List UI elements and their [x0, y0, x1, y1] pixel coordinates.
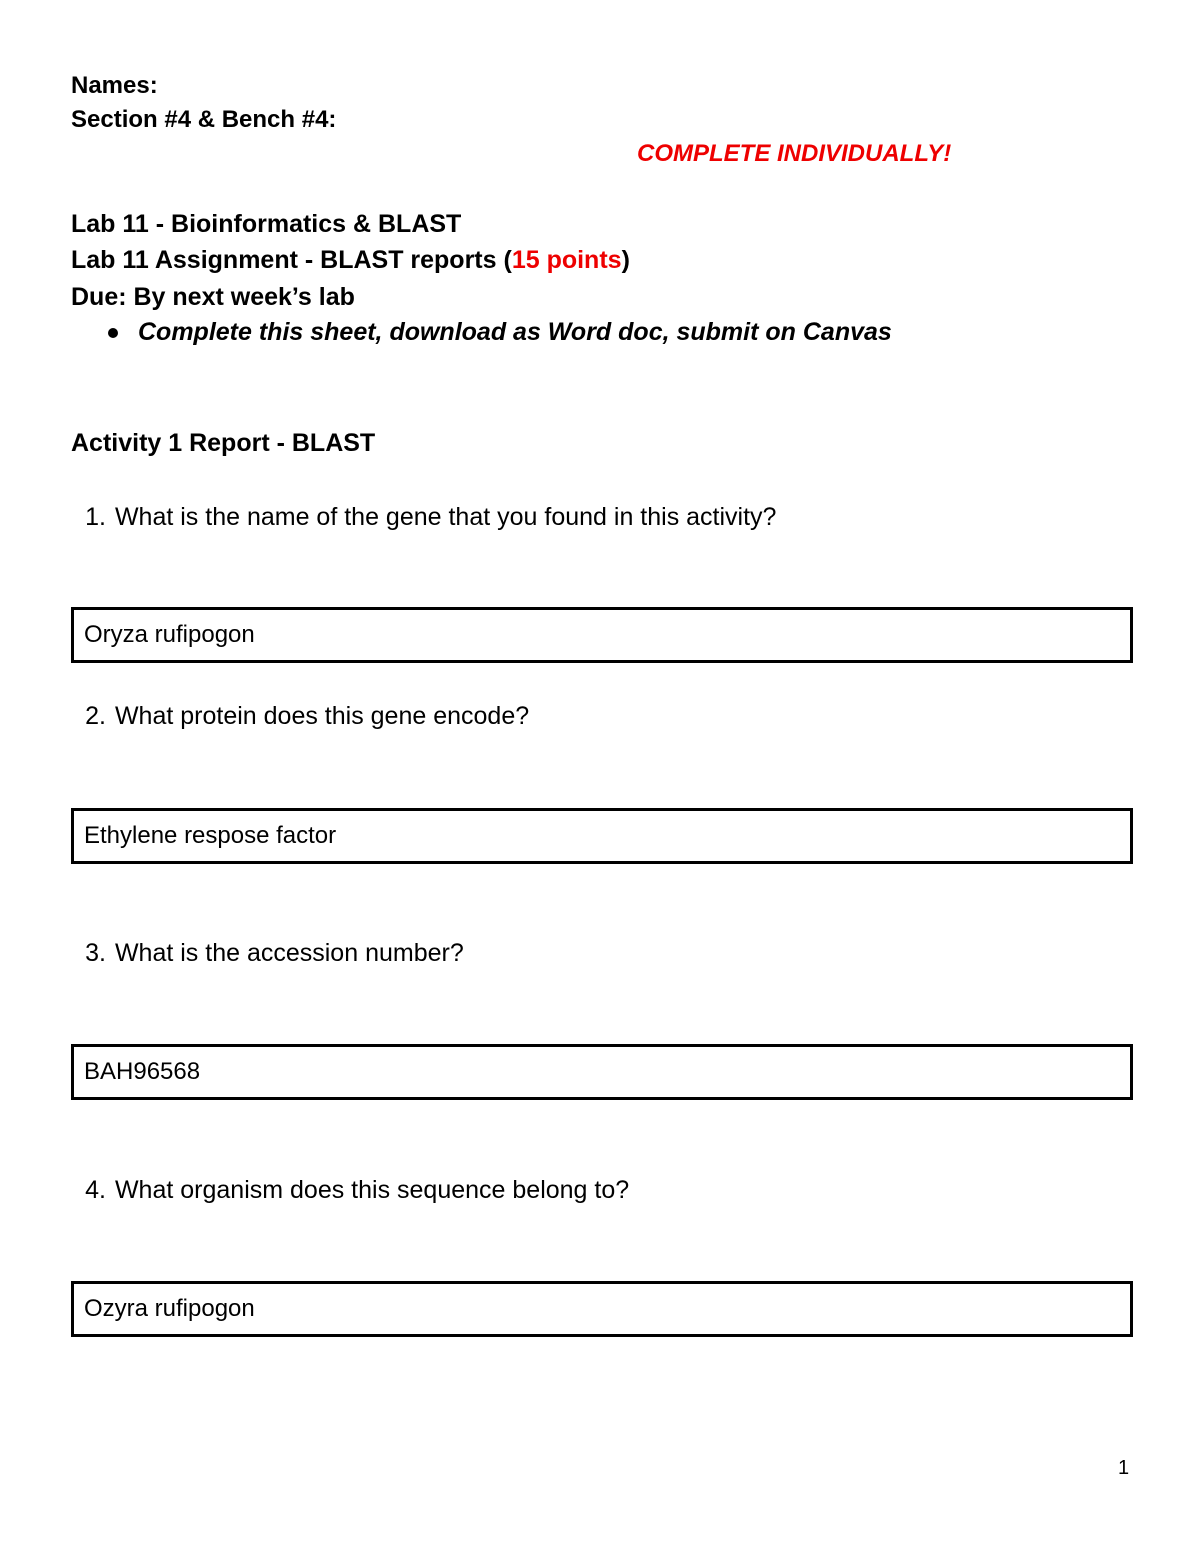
question-number: 4.	[85, 1176, 106, 1204]
complete-individually-note: COMPLETE INDIVIDUALLY!	[637, 140, 952, 167]
names-label: Names:	[71, 72, 158, 99]
question-number: 3.	[85, 939, 106, 967]
question-2	[70, 701, 529, 731]
assignment-prefix: Lab 11 Assignment - BLAST reports (	[71, 246, 512, 274]
question-number: 2.	[85, 702, 106, 730]
section-bench-label: Section #4 & Bench #4:	[71, 106, 337, 133]
activity-heading: Activity 1 Report - BLAST	[71, 429, 376, 457]
answer-box-1[interactable]	[71, 607, 1133, 663]
question-3	[70, 938, 464, 968]
question-number: 1.	[85, 503, 106, 531]
page-number: 1	[1118, 1457, 1130, 1479]
instruction-bullet	[108, 318, 892, 347]
answer-text[interactable]: Ozyra rufipogon	[84, 1295, 255, 1322]
answer-box-4[interactable]	[71, 1281, 1133, 1337]
answer-text[interactable]: Oryza rufipogon	[84, 621, 255, 648]
assignment-points: 15 points	[511, 246, 622, 274]
question-text: What is the accession number?	[114, 939, 464, 967]
question-text: What organism does this sequence belong to?	[114, 1176, 630, 1204]
question-text: What protein does this gene encode?	[114, 702, 530, 730]
question-1	[70, 502, 776, 532]
lab-title: Lab 11 - Bioinformatics & BLAST	[71, 210, 462, 238]
answer-box-3[interactable]	[71, 1044, 1133, 1100]
bullet-icon	[108, 328, 118, 338]
due-date: Due: By next week’s lab	[71, 283, 355, 311]
assignment-suffix: )	[621, 246, 630, 274]
answer-box-2[interactable]	[71, 808, 1133, 864]
assignment-title	[71, 245, 630, 275]
question-4	[70, 1175, 629, 1205]
question-text: What is the name of the gene that you found in this activity?	[114, 503, 777, 531]
answer-text[interactable]: Ethylene respose factor	[84, 822, 337, 849]
instruction-text: Complete this sheet, download as Word doc, submit on Canvas	[138, 318, 892, 346]
answer-text[interactable]: BAH96568	[84, 1058, 201, 1085]
